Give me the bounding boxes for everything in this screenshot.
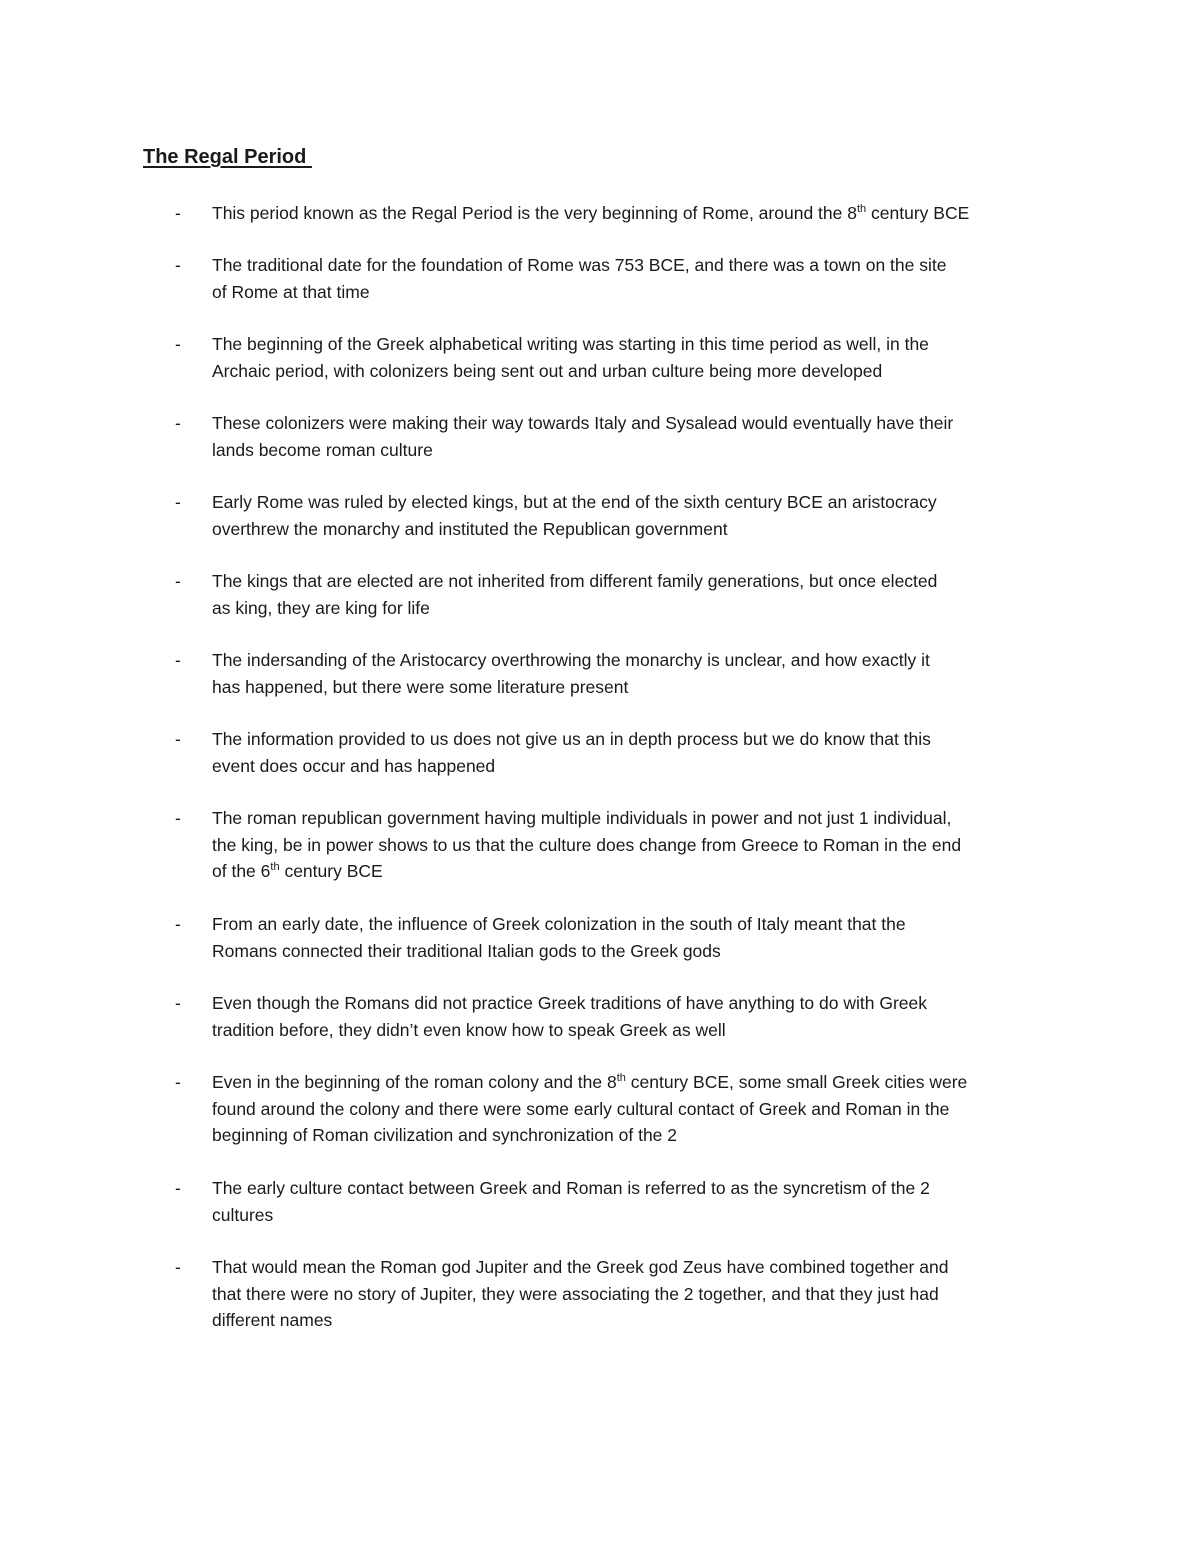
text-run: found around the colony and there were some early cultural contact of Greek and Roman in the — [212, 1098, 950, 1119]
bullet-dash: - — [175, 993, 181, 1013]
text-run: The traditional date for the foundation of Rome was 753 BCE, and there was a town on the site — [212, 255, 947, 275]
text-run: century BCE, some small Greek cities were — [625, 1072, 968, 1092]
bullet-dash: - — [175, 492, 181, 512]
bullet-line — [212, 1017, 1072, 1044]
bullet-line — [212, 1175, 1072, 1202]
bullet-text — [212, 410, 1072, 463]
bullet-line — [212, 279, 1072, 306]
bullet-dash: - — [175, 729, 181, 749]
bullet-dash: - — [175, 1257, 181, 1277]
bullet-dash: - — [175, 413, 181, 433]
bullet-line — [212, 753, 1072, 780]
bullet-line — [212, 805, 1072, 832]
bullet-line — [212, 1202, 1072, 1229]
text-run: different names — [212, 1310, 333, 1330]
text-run: lands become roman culture — [212, 439, 433, 460]
bullet-line — [212, 911, 1072, 938]
text-run: The roman republican government having multiple individuals in power and not just 1 individual, — [212, 808, 952, 828]
bullet-text — [212, 911, 1072, 964]
bullet-text — [212, 726, 1072, 779]
text-run: This period known as the Regal Period is the very beginning of Rome, around the 8 — [212, 203, 857, 223]
bullet-dash: - — [175, 1072, 181, 1092]
bullet-line — [212, 200, 1072, 227]
bullet-line — [212, 1069, 1072, 1096]
bullet-line — [212, 410, 1072, 437]
text-run: of Rome at that time — [212, 281, 370, 302]
bullet-line — [212, 568, 1072, 595]
superscript: th — [270, 861, 280, 874]
bullet-line — [212, 858, 1072, 885]
text-run: event does occur and has happened — [212, 755, 496, 776]
bullet-line — [212, 331, 1072, 358]
text-run: that there were no story of Jupiter, they were associating the 2 together, and that they just had — [212, 1283, 939, 1304]
page-title: The Regal Period — [143, 146, 312, 168]
bullet-text — [212, 805, 1072, 885]
bullet-line — [212, 990, 1072, 1017]
text-run: The indersanding of the Aristocarcy overthrowing the monarchy is unclear, and how exactly it — [212, 650, 930, 670]
bullet-text — [212, 647, 1072, 700]
bullet-text — [212, 489, 1072, 542]
bullet-line — [212, 1254, 1072, 1281]
bullet-dash: - — [175, 255, 181, 275]
text-run: as king, they are king for life — [212, 597, 430, 618]
bullet-text — [212, 990, 1072, 1043]
bullet-line — [212, 489, 1072, 516]
bullet-text — [212, 1254, 1072, 1334]
bullet-line — [212, 674, 1072, 701]
bullet-line — [212, 252, 1072, 279]
text-run: The beginning of the Greek alphabetical writing was starting in this time period as well, in the — [212, 334, 929, 354]
bullet-text — [212, 331, 1072, 384]
bullet-dash: - — [175, 808, 181, 828]
bullet-text — [212, 200, 1072, 227]
bullet-dash: - — [175, 1178, 181, 1198]
text-run: cultures — [212, 1204, 274, 1225]
bullet-line — [212, 832, 1072, 859]
text-run: Even in the beginning of the roman colony and the 8 — [212, 1072, 617, 1092]
superscript: th — [616, 1072, 626, 1085]
text-run: century BCE — [279, 861, 383, 881]
text-run: century BCE — [866, 203, 970, 223]
bullet-dash: - — [175, 650, 181, 670]
text-run: beginning of Roman civilization and synchronization of the 2 — [212, 1125, 678, 1145]
bullet-line — [212, 1122, 1072, 1149]
bullet-dash: - — [175, 203, 181, 223]
bullet-line — [212, 516, 1072, 543]
superscript: th — [856, 203, 867, 216]
bullet-text — [212, 252, 1072, 305]
text-run: of the 6 — [212, 861, 271, 881]
bullet-dash: - — [175, 334, 181, 354]
bullet-line — [212, 1281, 1072, 1308]
bullet-line — [212, 647, 1072, 674]
bullet-dash: - — [175, 914, 181, 934]
bullet-line — [212, 726, 1072, 753]
text-run: tradition before, they didn’t even know how to speak Greek as well — [212, 1019, 726, 1040]
text-run: Archaic period, with colonizers being sent out and urban culture being more developed — [212, 360, 883, 381]
text-run: The early culture contact between Greek and Roman is referred to as the syncretism of the 2 — [212, 1178, 930, 1198]
text-run: the king, be in power shows to us that the culture does change from Greece to Roman in the end — [212, 834, 962, 855]
text-run: The information provided to us does not give us an in depth process but we do know that this — [212, 729, 931, 749]
bullet-text — [212, 1175, 1072, 1228]
text-run: Even though the Romans did not practice Greek traditions of have anything to do with Greek — [212, 993, 927, 1013]
text-run: Early Rome was ruled by elected kings, but at the end of the sixth century BCE an aristocracy — [212, 492, 937, 512]
bullet-line — [212, 1096, 1072, 1123]
text-run: The kings that are elected are not inherited from different family generations, but once elected — [212, 571, 938, 591]
bullet-line — [212, 938, 1072, 965]
bullet-line — [212, 437, 1072, 464]
text-run: Romans connected their traditional Italian gods to the Greek gods — [212, 940, 721, 961]
bullet-text — [212, 1069, 1072, 1149]
text-run: From an early date, the influence of Greek colonization in the south of Italy meant that the — [212, 914, 906, 934]
bullet-dash: - — [175, 571, 181, 591]
text-run: has happened, but there were some literature present — [212, 676, 629, 697]
bullet-line — [212, 1307, 1072, 1334]
text-run: These colonizers were making their way towards Italy and Sysalead would eventually have their — [212, 413, 954, 433]
bullet-text — [212, 568, 1072, 621]
text-run: overthrew the monarchy and instituted the Republican government — [212, 518, 728, 539]
bullet-line — [212, 595, 1072, 622]
text-run: That would mean the Roman god Jupiter and the Greek god Zeus have combined together and — [212, 1257, 949, 1277]
bullet-line — [212, 358, 1072, 385]
